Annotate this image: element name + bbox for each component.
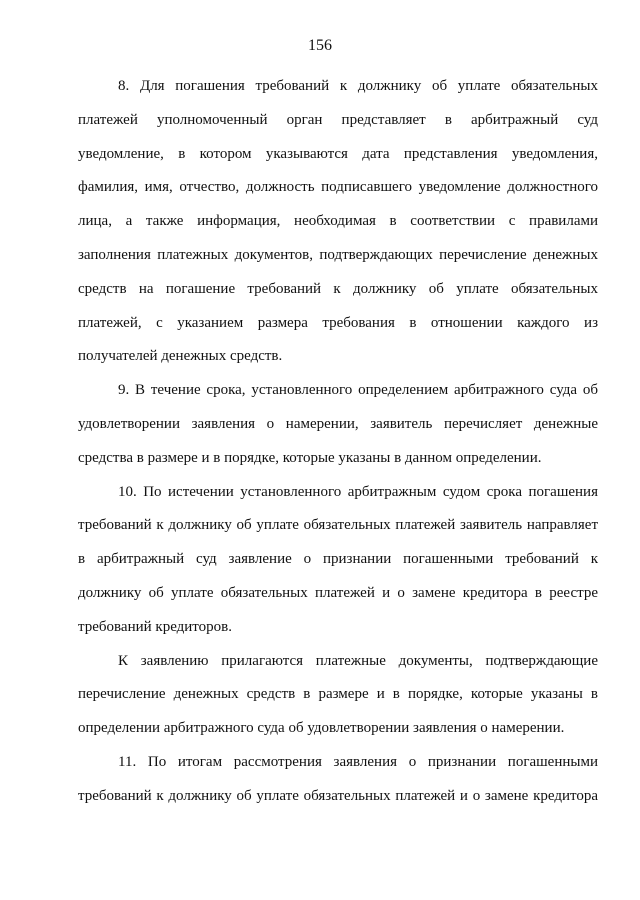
paragraph-10 [78,476,598,645]
page-number: 156 [308,37,332,54]
text-line: требований кредиторов. [78,618,232,635]
text-line: получателей денежных средств. [78,348,283,365]
text-line: заполнения платежных документов, подтверждающих перечисление денежных [78,246,598,263]
text-line: в арбитражный суд заявление о признании погашенными требований к [78,551,598,568]
text-line: платежей уполномоченный орган представляет в арбитражный суд [78,111,598,128]
text-line: требований к должнику об уплате обязательных платежей и о замене кредитора [78,787,598,804]
text-line: 8. Для погашения требований к должнику об уплате обязательных [118,78,598,94]
text-line: 11. По итогам рассмотрения заявления о признании погашенными [118,753,598,770]
text-line: К заявлению прилагаются платежные документы, подтверждающие [118,652,598,669]
paragraph-9 [78,374,598,475]
text-line: средства в размере и в порядке, которые указаны в данном определении. [78,449,542,466]
text-line: лица, а также информация, необходимая в соответствии с правилами [78,213,598,230]
text-line: требований к должнику об уплате обязательных платежей заявитель направляет [78,517,598,534]
text-line: фамилия, имя, отчество, должность подписавшего уведомление должностного [78,179,598,196]
paragraph-11 [78,746,598,814]
text-line: определении арбитражного суда об удовлетворении заявления о намерении. [78,720,565,737]
text-line: 9. В течение срока, установленного определением арбитражного суда об [118,382,598,399]
text-line: перечисление денежных средств в размере и в порядке, которые указаны в [78,686,598,703]
paragraph-8 [78,70,598,374]
text-line: уведомление, в котором указываются дата представления уведомления, [78,145,598,162]
paragraph-attachments [78,645,598,746]
document-body [78,70,598,814]
text-line: платежей, с указанием размера требования в отношении каждого из [78,314,598,331]
text-line: 10. По истечении установленного арбитражным судом срока погашения [118,483,598,500]
text-line: средств на погашение требований к должнику об уплате обязательных [78,280,598,297]
text-line: должнику об уплате обязательных платежей и о замене кредитора в реестре [78,584,598,601]
text-line: удовлетворении заявления о намерении, заявитель перечисляет денежные [78,415,598,432]
